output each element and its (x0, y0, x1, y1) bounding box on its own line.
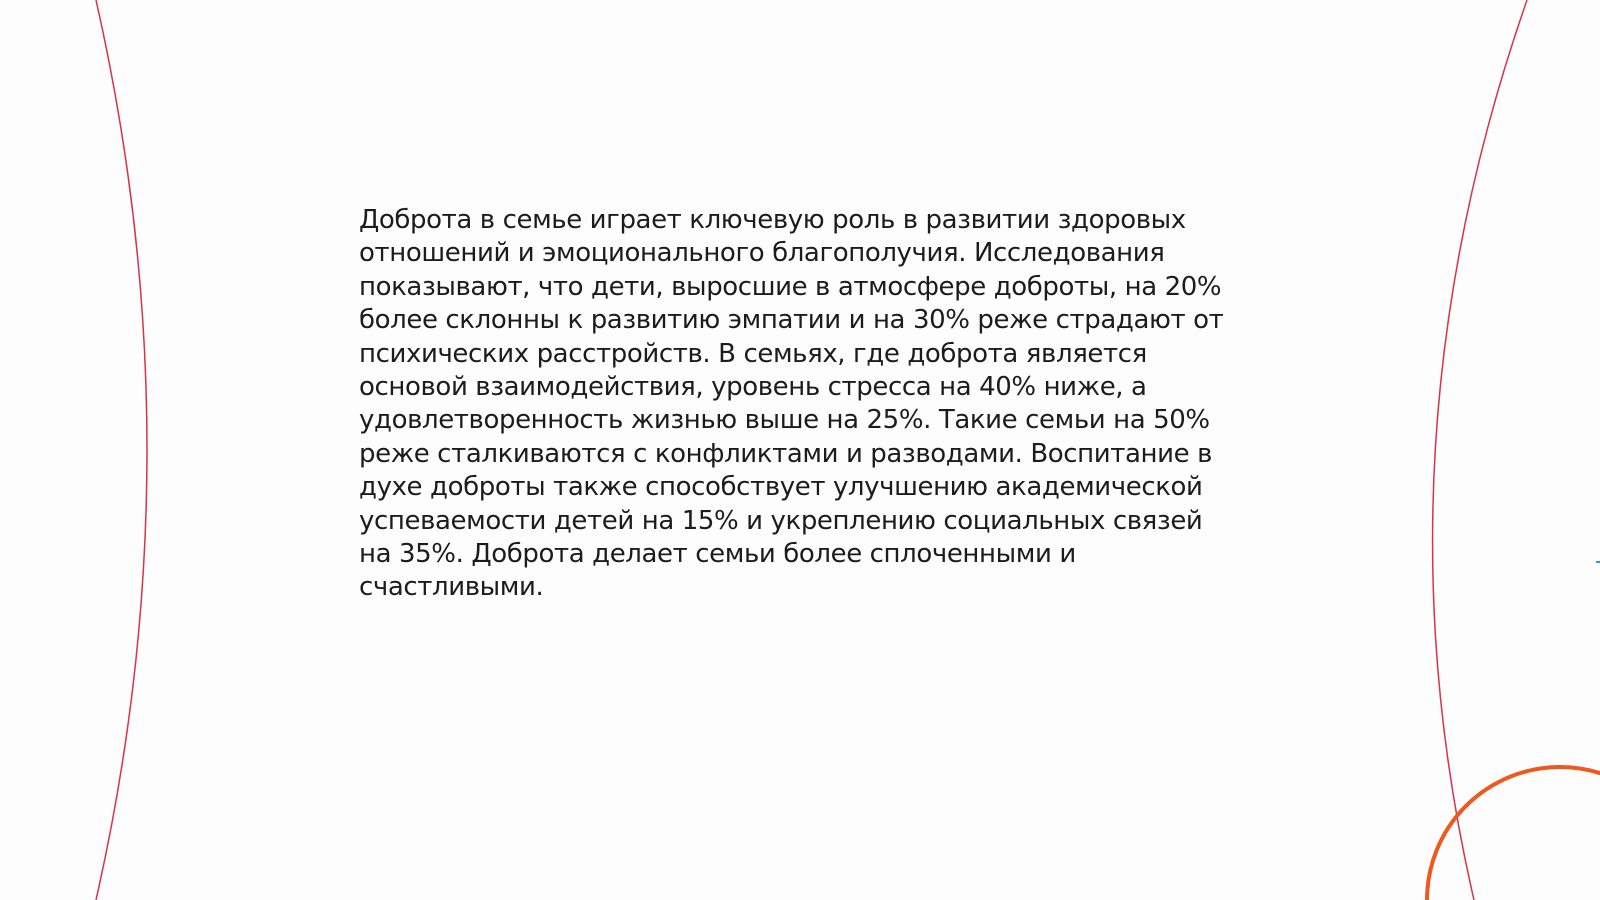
slide-body-text: Доброта в семье играет ключевую роль в развитии здоровых отношений и эмоционального благополучия. Исследования показывают, что дети, выросшие в атмосфере доброты, на 20% более склонны к развитию эмпатии и на 30% реже страдают от психических расстройств. В семьях, где доброта является основой взаимодействия, уровень стресса на 40% ниже, а удовлетворенность жизнью выше на 25%. Такие семьи на 50% реже сталкиваются с конфликтами и разводами. Воспитание в духе доброты также способствует улучшению академической успеваемости детей на 15% и укреплению социальных связей на 35%. Доброта делает семьи более сплоченными и счастливыми. (359, 205, 1224, 603)
left-arc-line (96, 0, 147, 900)
right-arc-line (1433, 0, 1527, 900)
corner-ring (1427, 767, 1600, 900)
